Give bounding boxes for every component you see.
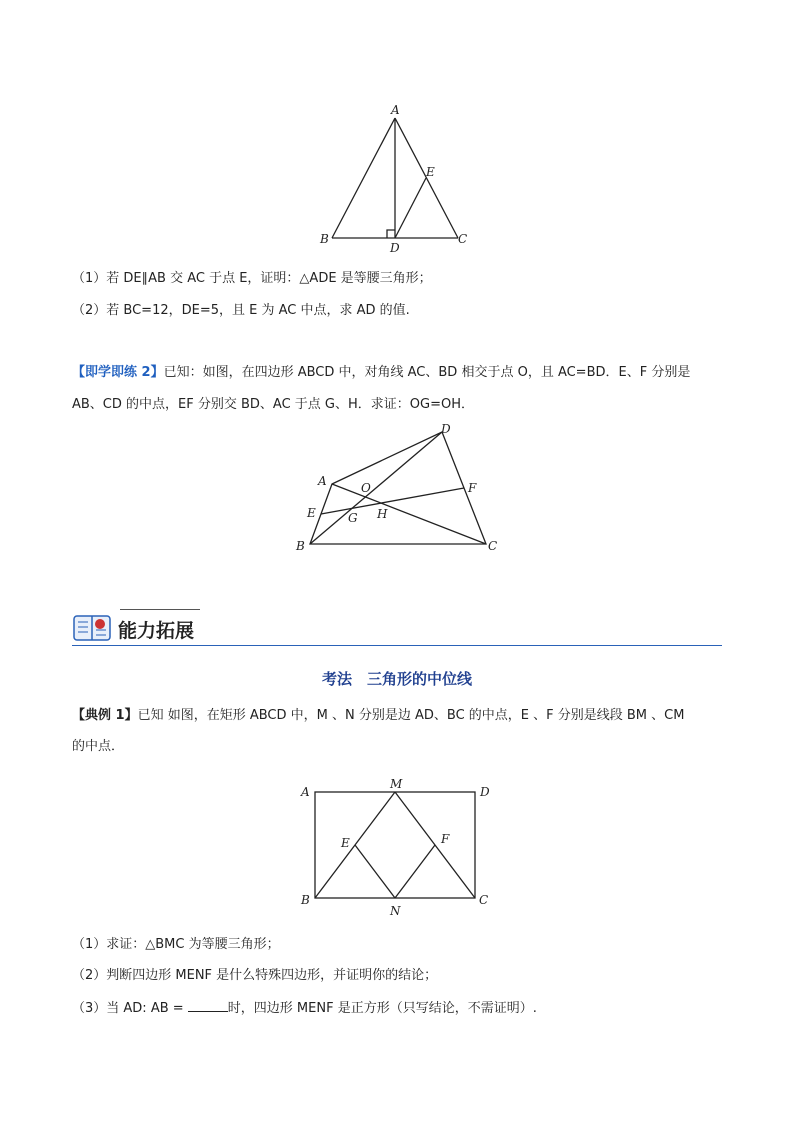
part3-after: 时，四边形 MENF 是正方形（只写结论，不需证明）. xyxy=(227,1001,537,1016)
part3-before: （3）当 AD: AB = xyxy=(72,1001,184,1016)
book-icon xyxy=(72,610,112,648)
answer-blank[interactable] xyxy=(188,999,228,1012)
label-C: C xyxy=(479,893,489,907)
label-B: B xyxy=(301,893,310,907)
section-title: 能力拓展 xyxy=(118,620,195,642)
section-overline xyxy=(120,609,200,610)
example1-part1: （1）求证：△BMC 为等腰三角形； xyxy=(72,937,280,952)
example1-part2: （2）判断四边形 MENF 是什么特殊四边形，并证明你的结论； xyxy=(72,968,438,983)
label-G: G xyxy=(348,511,358,525)
label-O: O xyxy=(361,481,371,495)
label-F: F xyxy=(441,832,450,846)
practice2-line2: AB、CD 的中点，EF 分别交 BD、AC 于点 G、H．求证：OG=OH． xyxy=(72,397,474,412)
label-D: D xyxy=(441,422,451,436)
example1-bracket: 【典例 1】 xyxy=(72,708,138,723)
figure-quadrilateral xyxy=(290,420,510,564)
label-A: A xyxy=(318,474,327,488)
practice2-text1: 已知：如图，在四边形 ABCD 中，对角线 AC、BD 相交于点 O，且 AC=BD．E、F 分别是 xyxy=(163,365,691,380)
label-H: H xyxy=(377,507,388,521)
example1-line1 xyxy=(72,707,684,725)
figure-rectangle xyxy=(295,772,505,926)
section-divider xyxy=(72,645,722,646)
label-B: B xyxy=(320,232,329,246)
figure-triangle-ade xyxy=(310,100,480,264)
label-N: N xyxy=(390,904,401,918)
label-E: E xyxy=(307,506,316,520)
label-F: F xyxy=(468,481,477,495)
example1-line2: 的中点． xyxy=(72,739,125,754)
label-A: A xyxy=(391,103,400,117)
label-M: M xyxy=(390,777,403,791)
label-B: B xyxy=(296,539,305,553)
label-C: C xyxy=(488,539,498,553)
example1-part3 xyxy=(72,999,537,1018)
label-D: D xyxy=(390,241,400,255)
method-subtitle: 考法 三角形的中位线 xyxy=(321,670,472,688)
label-A: A xyxy=(301,785,310,799)
q1-part1: （1）若 DE∥AB 交 AC 于点 E，证明：△ADE 是等腰三角形； xyxy=(72,271,432,286)
label-D: D xyxy=(480,785,490,799)
label-E: E xyxy=(341,836,350,850)
label-E: E xyxy=(426,165,435,179)
example1-text1: 已知 如图，在矩形 ABCD 中，M 、N 分别是边 AD、BC 的中点，E 、F 分别是线段 BM 、CM xyxy=(137,708,685,723)
q1-part2: （2）若 BC=12，DE=5，且 E 为 AC 中点，求 AD 的值. xyxy=(72,303,410,318)
practice2-bracket: 【即学即练 2】 xyxy=(72,365,164,380)
label-C: C xyxy=(458,232,468,246)
practice2-line1 xyxy=(72,364,690,382)
